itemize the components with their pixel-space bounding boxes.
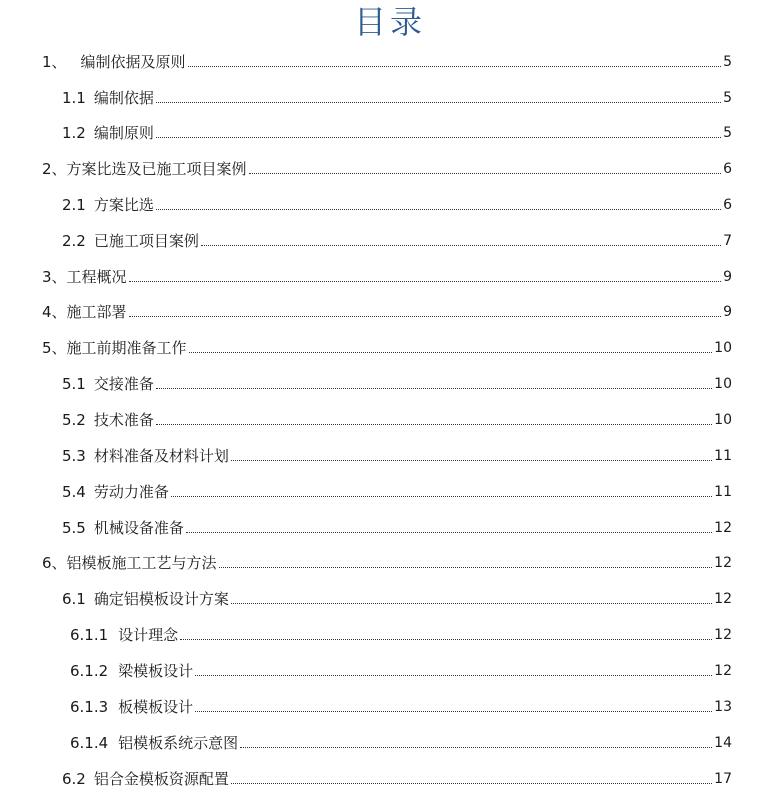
- toc-page-number: 6: [723, 161, 732, 177]
- toc-page-number: 12: [714, 627, 732, 643]
- toc-page-number: 13: [714, 699, 732, 715]
- toc-number: 1、: [42, 53, 67, 71]
- toc-entry-6[interactable]: [42, 553, 732, 573]
- toc-entry-3[interactable]: [42, 267, 732, 287]
- dot-leader: [180, 639, 712, 640]
- dot-leader: [129, 281, 722, 282]
- dot-leader: [188, 66, 722, 67]
- dot-leader: [156, 388, 712, 389]
- toc-label: 方案比选及已施工项目案例: [66, 160, 247, 178]
- dot-leader: [156, 424, 712, 425]
- toc-label: 机械设备准备: [93, 519, 184, 537]
- toc-page-number: 5: [723, 54, 732, 70]
- toc-label: 编制依据及原则: [80, 53, 186, 71]
- toc-entry-6-2[interactable]: [62, 769, 732, 789]
- toc-number: 5.1: [62, 375, 86, 393]
- toc-page-number: 10: [714, 412, 732, 428]
- dot-leader: [171, 496, 712, 497]
- toc-entry-6-1-2[interactable]: [70, 661, 732, 681]
- toc-number: 5、: [42, 339, 67, 357]
- toc-page-number: 7: [723, 233, 732, 249]
- toc-entry-5-1[interactable]: [62, 374, 732, 394]
- toc-entry-1-1[interactable]: [62, 88, 732, 108]
- toc-entry-6-1-4[interactable]: [70, 733, 732, 753]
- toc-label: 施工前期准备工作: [66, 339, 187, 357]
- toc-entry-1[interactable]: [42, 52, 732, 72]
- toc-label: 已施工项目案例: [93, 232, 199, 250]
- toc-label: 方案比选: [93, 196, 154, 214]
- dot-leader: [189, 352, 713, 353]
- toc-label: 板模板设计: [118, 698, 194, 716]
- toc-number: 2.2: [62, 232, 86, 250]
- toc-page-number: 12: [714, 520, 732, 536]
- toc-page-number: 12: [714, 591, 732, 607]
- toc-page-number: 9: [723, 304, 732, 320]
- toc-entry-6-1-3[interactable]: [70, 697, 732, 717]
- toc-page-number: 5: [723, 90, 732, 106]
- dot-leader: [195, 711, 712, 712]
- toc-number: 2、: [42, 160, 67, 178]
- toc-label: 编制依据: [93, 89, 154, 107]
- toc-label: 铝模板系统示意图: [118, 734, 239, 752]
- toc-entry-5-4[interactable]: [62, 482, 732, 502]
- toc-entry-1-2[interactable]: [62, 123, 732, 143]
- toc-number: 6.1.2: [70, 662, 109, 680]
- dot-leader: [156, 137, 721, 138]
- toc-entry-5-3[interactable]: [62, 446, 732, 466]
- toc-number: 5.4: [62, 483, 86, 501]
- toc-label: 交接准备: [93, 375, 154, 393]
- dot-leader: [231, 460, 712, 461]
- toc-number: 6.1.4: [70, 734, 109, 752]
- toc-number: 4、: [42, 303, 67, 321]
- dot-leader: [156, 209, 721, 210]
- toc-number: 1.2: [62, 124, 86, 142]
- toc-number: 1.1: [62, 89, 86, 107]
- toc-entry-5-5[interactable]: [62, 518, 732, 538]
- dot-leader: [249, 173, 722, 174]
- dot-leader: [231, 783, 712, 784]
- toc-number: 6.2: [62, 770, 86, 788]
- dot-leader: [195, 675, 712, 676]
- toc-page-number: 10: [714, 376, 732, 392]
- toc-page-number: 5: [723, 125, 732, 141]
- toc-label: 工程概况: [66, 268, 127, 286]
- dot-leader: [201, 245, 721, 246]
- toc-entry-2-1[interactable]: [62, 195, 732, 215]
- toc-page-number: 11: [714, 448, 732, 464]
- toc-number: 5.5: [62, 519, 86, 537]
- dot-leader: [219, 567, 713, 568]
- dot-leader: [186, 532, 712, 533]
- toc-label: 铝合金模板资源配置: [93, 770, 229, 788]
- dot-leader: [156, 102, 721, 103]
- toc-page-number: 6: [723, 197, 732, 213]
- toc-number: 6.1.1: [70, 626, 109, 644]
- toc-label: 施工部署: [66, 303, 127, 321]
- toc-number: 5.3: [62, 447, 86, 465]
- toc-number: 3、: [42, 268, 67, 286]
- toc-number: 6.1.3: [70, 698, 109, 716]
- toc-label: 编制原则: [93, 124, 154, 142]
- toc-page-number: 12: [714, 555, 732, 571]
- toc-label: 材料准备及材料计划: [93, 447, 229, 465]
- toc-number: 5.2: [62, 411, 86, 429]
- toc-entry-4[interactable]: [42, 302, 732, 322]
- toc-number: 6.1: [62, 590, 86, 608]
- toc-label: 确定铝模板设计方案: [93, 590, 229, 608]
- toc-page-number: 10: [714, 340, 732, 356]
- toc-page-number: 12: [714, 663, 732, 679]
- toc-page-number: 11: [714, 484, 732, 500]
- dot-leader: [129, 316, 722, 317]
- toc-entry-2[interactable]: [42, 159, 732, 179]
- toc-page-number: 9: [723, 269, 732, 285]
- toc-entry-6-1-1[interactable]: [70, 625, 732, 645]
- toc-entry-2-2[interactable]: [62, 231, 732, 251]
- toc-label: 劳动力准备: [93, 483, 169, 501]
- toc-entry-5[interactable]: [42, 338, 732, 358]
- dot-leader: [240, 747, 712, 748]
- toc-number: 2.1: [62, 196, 86, 214]
- toc-page-number: 14: [714, 735, 732, 751]
- toc-label: 设计理念: [118, 626, 179, 644]
- toc-label: 梁模板设计: [118, 662, 194, 680]
- toc-label: 铝模板施工工艺与方法: [66, 554, 217, 572]
- toc-page-number: 17: [714, 771, 732, 787]
- toc-entry-5-2[interactable]: [62, 410, 732, 430]
- toc-entry-6-1[interactable]: [62, 589, 732, 609]
- dot-leader: [231, 603, 712, 604]
- toc-label: 技术准备: [93, 411, 154, 429]
- toc-number: 6、: [42, 554, 67, 572]
- page-title: 目录: [353, 3, 426, 41]
